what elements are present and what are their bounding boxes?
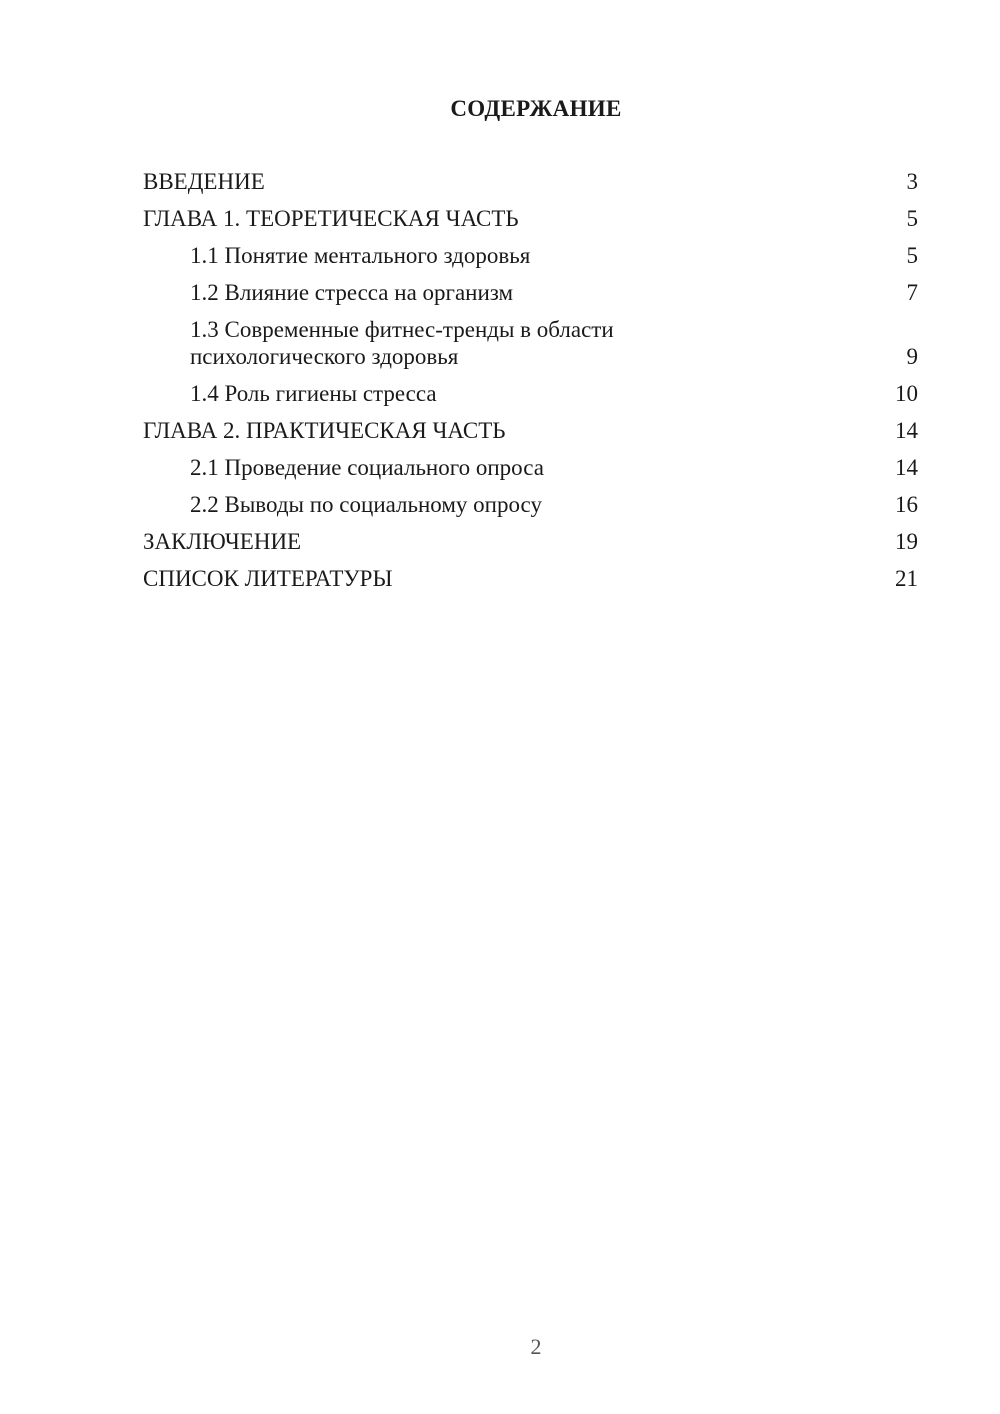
toc-entry-page: 7	[906, 280, 918, 305]
toc-entry[interactable]	[143, 491, 918, 518]
toc-entry-page: 5	[906, 243, 918, 268]
toc-entry-title: 2.1 Проведение социального опроса	[190, 455, 544, 480]
toc-entry-title: ГЛАВА 2. ПРАКТИЧЕСКАЯ ЧАСТЬ	[143, 418, 506, 443]
toc-entry-title: 1.4 Роль гигиены стресса	[190, 381, 437, 406]
toc-entry-page: 14	[895, 455, 918, 480]
toc-entry-title: ЗАКЛЮЧЕНИЕ	[143, 529, 302, 554]
toc-entry-page: 19	[895, 529, 918, 554]
toc-entry-title: 1.2 Влияние стресса на организм	[190, 280, 514, 305]
toc-entry[interactable]	[143, 242, 918, 269]
page-title: СОДЕРЖАНИЕ	[450, 96, 622, 121]
page-number: 2	[530, 1334, 542, 1359]
toc-entry-page: 5	[906, 206, 918, 231]
toc-entry-title: 2.2 Выводы по социальному опросу	[190, 492, 542, 517]
toc-entry-page: 16	[895, 492, 918, 517]
toc-entry-page: 9	[906, 344, 918, 369]
toc-entry[interactable]	[143, 528, 918, 555]
toc-entry[interactable]	[143, 279, 918, 306]
toc-entry[interactable]	[143, 205, 918, 232]
toc-entry-page: 14	[895, 418, 918, 443]
toc-entry-title: СПИСОК ЛИТЕРАТУРЫ	[143, 566, 393, 591]
toc-entry-page: 3	[906, 169, 918, 194]
toc-entry[interactable]	[143, 565, 918, 592]
toc-entry-page: 10	[895, 381, 918, 406]
toc-entry[interactable]	[143, 417, 918, 444]
toc-entry[interactable]	[143, 380, 918, 407]
toc-entry-title: 1.1 Понятие ментального здоровья	[190, 243, 531, 268]
toc-entry-page: 21	[895, 566, 918, 591]
toc-entry[interactable]	[143, 454, 918, 481]
toc-entry-title: 1.3 Современные фитнес-тренды в области психологического здоровья	[190, 317, 614, 369]
toc-entry-title: ВВЕДЕНИЕ	[143, 169, 265, 194]
table-of-contents	[143, 168, 918, 602]
toc-entry[interactable]	[143, 168, 918, 195]
toc-entry[interactable]	[143, 316, 918, 370]
toc-entry-title: ГЛАВА 1. ТЕОРЕТИЧЕСКАЯ ЧАСТЬ	[143, 206, 519, 231]
